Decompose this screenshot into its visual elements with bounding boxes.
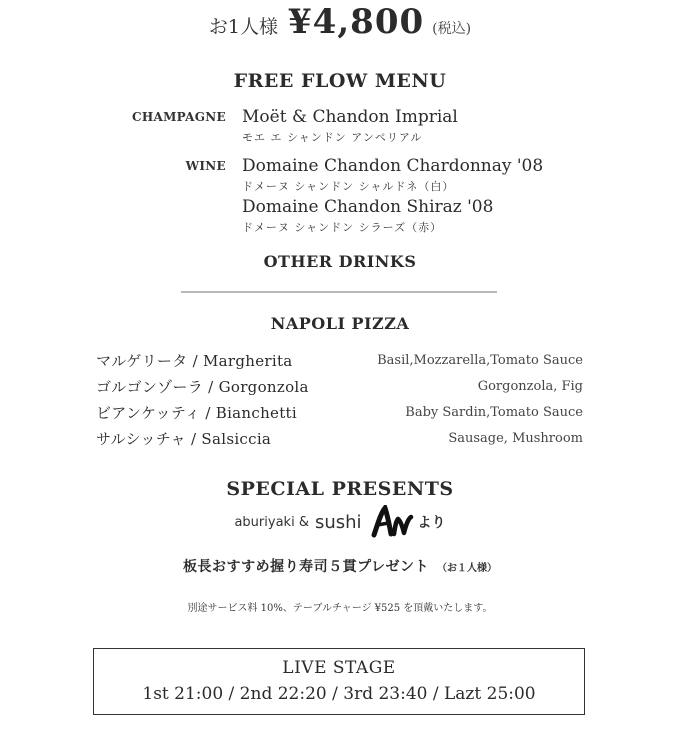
free-flow-title: FREE FLOW MENU xyxy=(233,70,447,92)
pizza-title: NAPOLI PIZZA xyxy=(270,314,410,333)
live-stage-box xyxy=(93,648,585,715)
live-stage-title: LIVE STAGE xyxy=(282,658,396,678)
special-title: SPECIAL PRESENTS xyxy=(226,478,454,500)
price-row xyxy=(0,2,680,42)
present-note: （お１人様） xyxy=(437,563,498,574)
price-prefix: お1人様 xyxy=(208,16,279,38)
brand-sushi: sushi xyxy=(314,511,362,533)
wine-label: WINE xyxy=(185,159,226,173)
wine-item-name: Domaine Chandon Shiraz '08 xyxy=(242,197,494,217)
pizza-item-name: マルゲリータ / Margherita xyxy=(96,352,293,370)
service-charge-note: 別途サービス料 10%、テーブルチャージ ¥525 を頂戴いたします。 xyxy=(187,603,493,614)
an-logo-icon xyxy=(370,505,414,539)
present-row xyxy=(0,556,680,576)
section-divider xyxy=(181,291,497,293)
price-tax-note: (税込) xyxy=(432,21,472,37)
pizza-item-desc: Sausage, Mushroom xyxy=(448,431,583,446)
wine-item-kana: ドメーヌ シャンドン シラーズ（赤） xyxy=(242,221,443,234)
pizza-item-name: ビアンケッティ / Bianchetti xyxy=(96,404,297,422)
champagne-kana: モエ エ シャンドン アンペリアル xyxy=(242,131,423,144)
pizza-item-desc: Baby Sardin,Tomato Sauce xyxy=(405,405,583,420)
price-amount: ¥4,800 xyxy=(288,2,425,42)
brand-row xyxy=(0,505,680,539)
pizza-item-desc: Gorgonzola, Fig xyxy=(477,379,583,394)
wine-item-name: Domaine Chandon Chardonnay '08 xyxy=(242,156,544,176)
wine-item-kana: ドメーヌ シャンドン シャルドネ（白） xyxy=(242,180,455,193)
pizza-item-name: ゴルゴンゾーラ / Gorgonzola xyxy=(96,378,309,396)
champagne-label: CHAMPAGNE xyxy=(131,110,226,124)
champagne-name: Moët & Chandon Imprial xyxy=(242,107,458,127)
present-text: 板長おすすめ握り寿司５貫プレゼント xyxy=(182,559,430,575)
pizza-item-desc: Basil,Mozzarella,Tomato Sauce xyxy=(377,353,583,368)
brand-yori: より xyxy=(417,515,446,531)
other-drinks-label: OTHER DRINKS xyxy=(263,252,417,271)
brand-prefix: aburiyaki & xyxy=(234,514,309,530)
pizza-item-name: サルシッチャ / Salsiccia xyxy=(96,430,272,448)
live-stage-times: 1st 21:00 / 2nd 22:20 / 3rd 23:40 / Lazt 25:00 xyxy=(142,684,536,704)
